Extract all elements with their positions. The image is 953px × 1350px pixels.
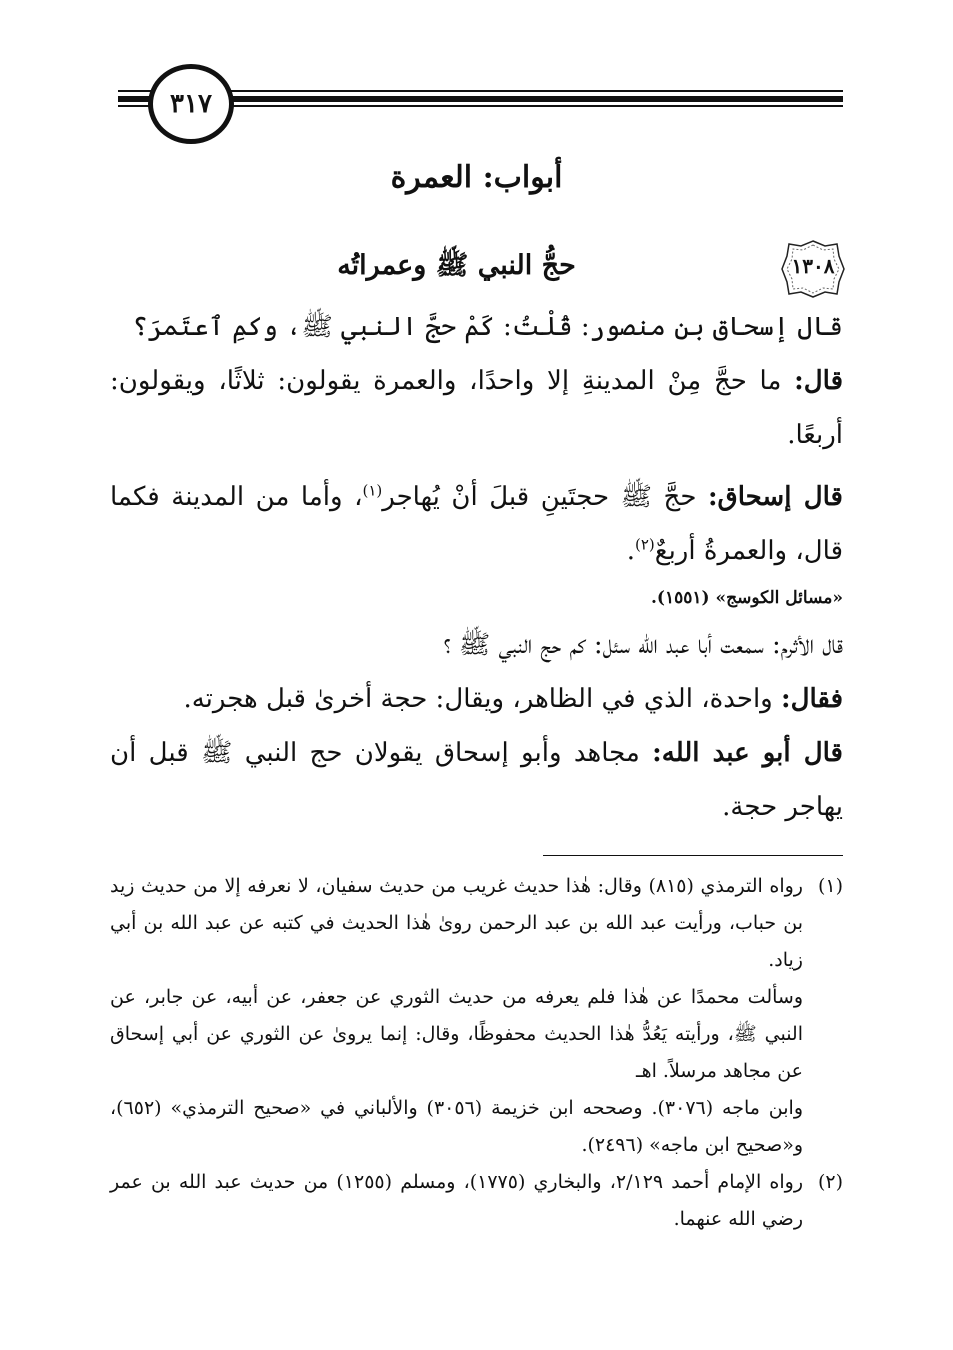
speaker-label: فقال: bbox=[781, 684, 843, 714]
footnote-body bbox=[110, 868, 803, 1164]
footnote-divider bbox=[543, 855, 843, 856]
paragraph-text: واحدة، الذي في الظاهر، ويقال: حجة أخرىٰ قبل هجرته. bbox=[183, 684, 781, 714]
speaker-label: قال إسحاق: bbox=[707, 482, 843, 512]
footnote-number: (٢) bbox=[817, 1171, 843, 1193]
paragraph-6 bbox=[110, 726, 843, 834]
paragraph-text: ، وأما من المدينة فكما قال، والعمرةُ أربعٌ bbox=[110, 482, 843, 566]
footnote-line: وسألت محمدًا عن هٰذا فلم يعرفه من حديث الثوري عن جعفر، عن أبيه، عن جابر، عن النبي ﷺ، ورأيته يَعُدُّ هٰذا الحديث محفوظًا، وقال: إنما يروىٰ عن الثوري عن أبي إسحاق عن مجاهد مرسلاً. اهـ bbox=[110, 986, 803, 1082]
footnote-line: رواه الإمام أحمد ٢/١٢٩، والبخاري (١٧٧٥)، ومسلم (١٢٥٥) من حديث عبد الله بن عمر رضي الله عنهما. bbox=[110, 1171, 804, 1230]
page-number: ٣١٧ bbox=[170, 89, 212, 119]
hadith-number: ١٣٠٨ bbox=[791, 254, 835, 278]
page-number-badge bbox=[148, 64, 234, 144]
paragraph-text: ما حجَّ مِنْ المدينةِ إلا واحدًا، والعمرة يقولون: ثلاثًا، ويقولون: أربعًا. bbox=[110, 366, 843, 450]
speaker-label: قال أبو عبد الله: bbox=[652, 738, 843, 768]
footnotes bbox=[110, 868, 843, 1238]
footnote-2 bbox=[110, 1164, 843, 1238]
footnote-number: (١) bbox=[817, 875, 843, 897]
footnote-line: رواه الترمذي (٨١٥) وقال: هٰذا حديث غريب من حديث سفيان، لا نعرفه إلا من حديث زيد بن حباب، ورأيت عبد الله بن عبد الرحمن روىٰ هٰذا الحديث في كتبه عن عبد الله بن أبي زياد. bbox=[110, 875, 803, 971]
section-title: أبواب: العمرة bbox=[390, 160, 563, 195]
footnote-ref-2[interactable]: (٢) bbox=[634, 535, 655, 554]
paragraph-text: . bbox=[626, 536, 635, 566]
paragraph-5 bbox=[110, 672, 843, 726]
hadith-heading bbox=[108, 240, 845, 300]
footnote-body bbox=[110, 1164, 803, 1238]
speaker-label: قال: bbox=[794, 366, 843, 396]
main-text bbox=[110, 300, 843, 834]
footnote-line: وابن ماجه (٣٠٧٦). وصححه ابن خزيمة (٣٠٥٦) والألباني في «صحيح الترمذي» (٦٥٢)، و«صحيح ابن ماجه» (٢٤٩٦). bbox=[110, 1097, 803, 1156]
footnote-ref-1[interactable]: (١) bbox=[362, 481, 383, 500]
paragraph-4: قال الأثرم: سمعت أبا عبد الله سئل: كم حج النبي ﷺ ؟ bbox=[443, 630, 843, 660]
hadith-title: حجُّ النبي ﷺ وعمراتُه bbox=[337, 250, 576, 281]
paragraph-text: مجاهد وأبو إسحاق يقولان حج النبي ﷺ قبل أن يهاجر حجة. bbox=[110, 738, 843, 822]
paragraph-2 bbox=[110, 354, 843, 462]
footnote-1 bbox=[110, 868, 843, 1164]
paragraph-text: حجَّ ﷺ حجتَينِ قبلَ أنْ يُهاجر bbox=[382, 482, 708, 512]
paragraph-3 bbox=[110, 470, 843, 578]
paragraph-1: قال إسحاق بن منصور: قُلْتُ: كَمْ حجَّ النبي ﷺ، وكمِ ٱعتَمرَ؟ bbox=[132, 312, 843, 342]
source-citation: «مسائل الكوسج» (١٥٥١). bbox=[651, 588, 843, 608]
